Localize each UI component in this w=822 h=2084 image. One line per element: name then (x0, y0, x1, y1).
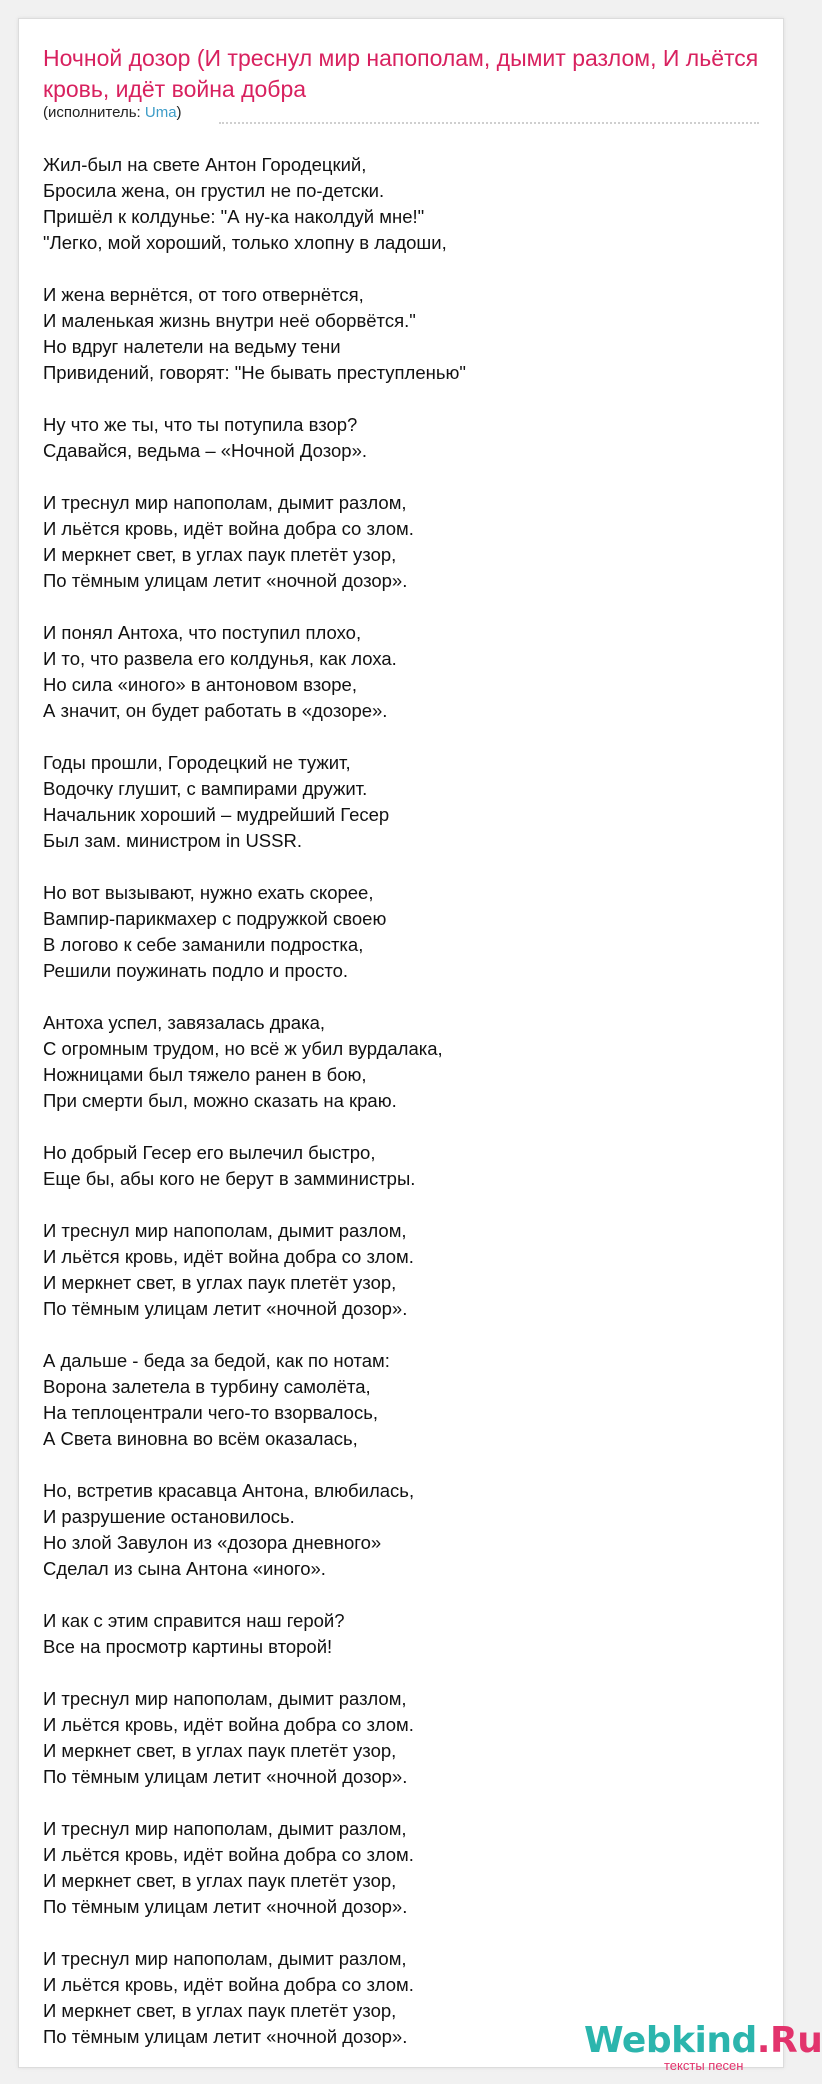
lyrics-stanza (43, 1140, 763, 1192)
lyric-line: И льётся кровь, идёт война добра со злом. (43, 1246, 414, 1267)
lyrics-stanza (43, 1348, 763, 1452)
lyric-line: По тёмным улицам летит «ночной дозор». (43, 2026, 408, 2047)
lyric-line: И меркнет свет, в углах паук плетёт узор, (43, 2000, 397, 2021)
lyrics-stanza (43, 880, 763, 984)
lyric-line: И треснул мир напополам, дымит разлом, (43, 1688, 407, 1709)
lyrics-stanza (43, 1608, 763, 1660)
lyrics-stanza (43, 620, 763, 724)
artist-suffix: ) (176, 104, 182, 121)
lyric-line: И разрушение остановилось. (43, 1506, 295, 1527)
lyric-line: И жена вернётся, от того отвернётся, (43, 284, 364, 305)
lyric-line: Еще бы, абы кого не берут в замминистры. (43, 1168, 416, 1189)
song-title: Ночной дозор (И треснул мир напополам, дымит разлом, И льётся кровь, идёт война добра (43, 45, 759, 102)
lyrics-stanza (43, 1478, 763, 1582)
lyrics-stanza (43, 1218, 763, 1322)
lyric-line: В логово к себе заманили подростка, (43, 934, 364, 955)
lyric-line: Все на просмотр картины второй! (43, 1636, 333, 1657)
lyric-line: Но злой Завулон из «дозора дневного» (43, 1532, 382, 1553)
lyric-line: И льётся кровь, идёт война добра со злом. (43, 1844, 414, 1865)
lyrics-stanza (43, 282, 763, 386)
lyric-line: Антоха успел, завязалась драка, (43, 1012, 326, 1033)
lyric-line: Решили поужинать подло и просто. (43, 960, 349, 981)
lyric-line: Но вдруг налетели на ведьму тени (43, 336, 341, 357)
logo-wordmark (584, 2019, 822, 2063)
lyric-line: Привидений, говорят: "Не бывать преступленью" (43, 362, 466, 383)
lyric-line: Ножницами был тяжело ранен в бою, (43, 1064, 367, 1085)
lyric-line: При смерти был, можно сказать на краю. (43, 1090, 397, 1111)
lyric-line: И льётся кровь, идёт война добра со злом. (43, 518, 414, 539)
lyric-line: И понял Антоха, что поступил плохо, (43, 622, 362, 643)
lyric-line: И льётся кровь, идёт война добра со злом. (43, 1974, 414, 1995)
lyric-line: Сдавайся, ведьма – «Ночной Дозор». (43, 440, 367, 461)
lyric-line: Жил-был на свете Антон Городецкий, (43, 154, 367, 175)
lyric-line: По тёмным улицам летит «ночной дозор». (43, 1298, 408, 1319)
logo-main-text: Webkind (584, 2020, 757, 2061)
lyric-line: И меркнет свет, в углах паук плетёт узор, (43, 1740, 397, 1761)
lyric-line: И меркнет свет, в углах паук плетёт узор, (43, 1272, 397, 1293)
lyrics-stanza (43, 412, 763, 464)
site-logo[interactable] (584, 2019, 822, 2079)
artist-line (43, 104, 182, 122)
artist-link[interactable]: Uma (144, 104, 177, 121)
lyric-line: Годы прошли, Городецкий не тужит, (43, 752, 351, 773)
lyric-line: По тёмным улицам летит «ночной дозор». (43, 1896, 408, 1917)
lyric-line: Ворона залетела в турбину самолёта, (43, 1376, 371, 1397)
lyric-line: И меркнет свет, в углах паук плетёт узор, (43, 544, 397, 565)
lyric-line: Но вот вызывают, нужно ехать скорее, (43, 882, 374, 903)
logo-tagline: тексты песен (664, 2058, 744, 2073)
lyric-line: И маленькая жизнь внутри неё оборвётся." (43, 310, 416, 331)
lyric-line: И треснул мир напополам, дымит разлом, (43, 1220, 407, 1241)
lyric-line: И льётся кровь, идёт война добра со злом. (43, 1714, 414, 1735)
lyrics-stanza (43, 1816, 763, 1920)
lyric-line: Бросила жена, он грустил не по-детски. (43, 180, 385, 201)
lyric-line: Водочку глушит, с вампирами дружит. (43, 778, 368, 799)
artist-prefix: (исполнитель: (43, 104, 145, 121)
lyrics-card (18, 18, 822, 2073)
lyric-line: Начальник хороший – мудрейший Гесер (43, 804, 390, 825)
lyric-line: Вампир-парикмахер с подружкой своею (43, 908, 387, 929)
lyrics-stanza (43, 490, 763, 594)
lyric-line: И как с этим справится наш герой? (43, 1610, 345, 1631)
lyric-line: И треснул мир напополам, дымит разлом, (43, 492, 407, 513)
lyric-line: Ну что же ты, что ты потупила взор? (43, 414, 358, 435)
lyric-line: Был зам. министром in USSR. (43, 830, 302, 851)
lyric-line: И то, что развела его колдунья, как лоха. (43, 648, 397, 669)
lyrics-stanza (43, 1686, 763, 1790)
lyrics-body (43, 152, 763, 2076)
lyrics-stanza (43, 152, 763, 256)
lyrics-stanza (43, 1010, 763, 1114)
lyric-line: По тёмным улицам летит «ночной дозор». (43, 570, 408, 591)
logo-domain-text: .Ru (756, 2020, 822, 2061)
lyric-line: С огромным трудом, но всё ж убил вурдалака, (43, 1038, 443, 1059)
lyric-line: А значит, он будет работать в «дозоре». (43, 700, 388, 721)
lyric-line: И треснул мир напополам, дымит разлом, (43, 1948, 407, 1969)
lyric-line: Но добрый Гесер его вылечил быстро, (43, 1142, 376, 1163)
lyric-line: Но сила «иного» в антоновом взоре, (43, 674, 357, 695)
lyric-line: Пришёл к колдунье: "А ну-ка наколдуй мне!" (43, 206, 425, 227)
lyric-line: И меркнет свет, в углах паук плетёт узор, (43, 1870, 397, 1891)
lyric-line: Но, встретив красавца Антона, влюбилась, (43, 1480, 415, 1501)
lyric-line: Сделал из сына Антона «иного». (43, 1558, 326, 1579)
lyric-line: И треснул мир напополам, дымит разлом, (43, 1818, 407, 1839)
lyric-line: На теплоцентрали чего-то взорвалось, (43, 1402, 378, 1423)
lyric-line: А дальше - беда за бедой, как по нотам: (43, 1350, 390, 1371)
dotted-divider (219, 122, 759, 124)
lyric-line: А Света виновна во всём оказалась, (43, 1428, 358, 1449)
lyrics-stanza (43, 750, 763, 854)
lyric-line: "Легко, мой хороший, только хлопну в ладоши, (43, 232, 447, 253)
lyric-line: По тёмным улицам летит «ночной дозор». (43, 1766, 408, 1787)
